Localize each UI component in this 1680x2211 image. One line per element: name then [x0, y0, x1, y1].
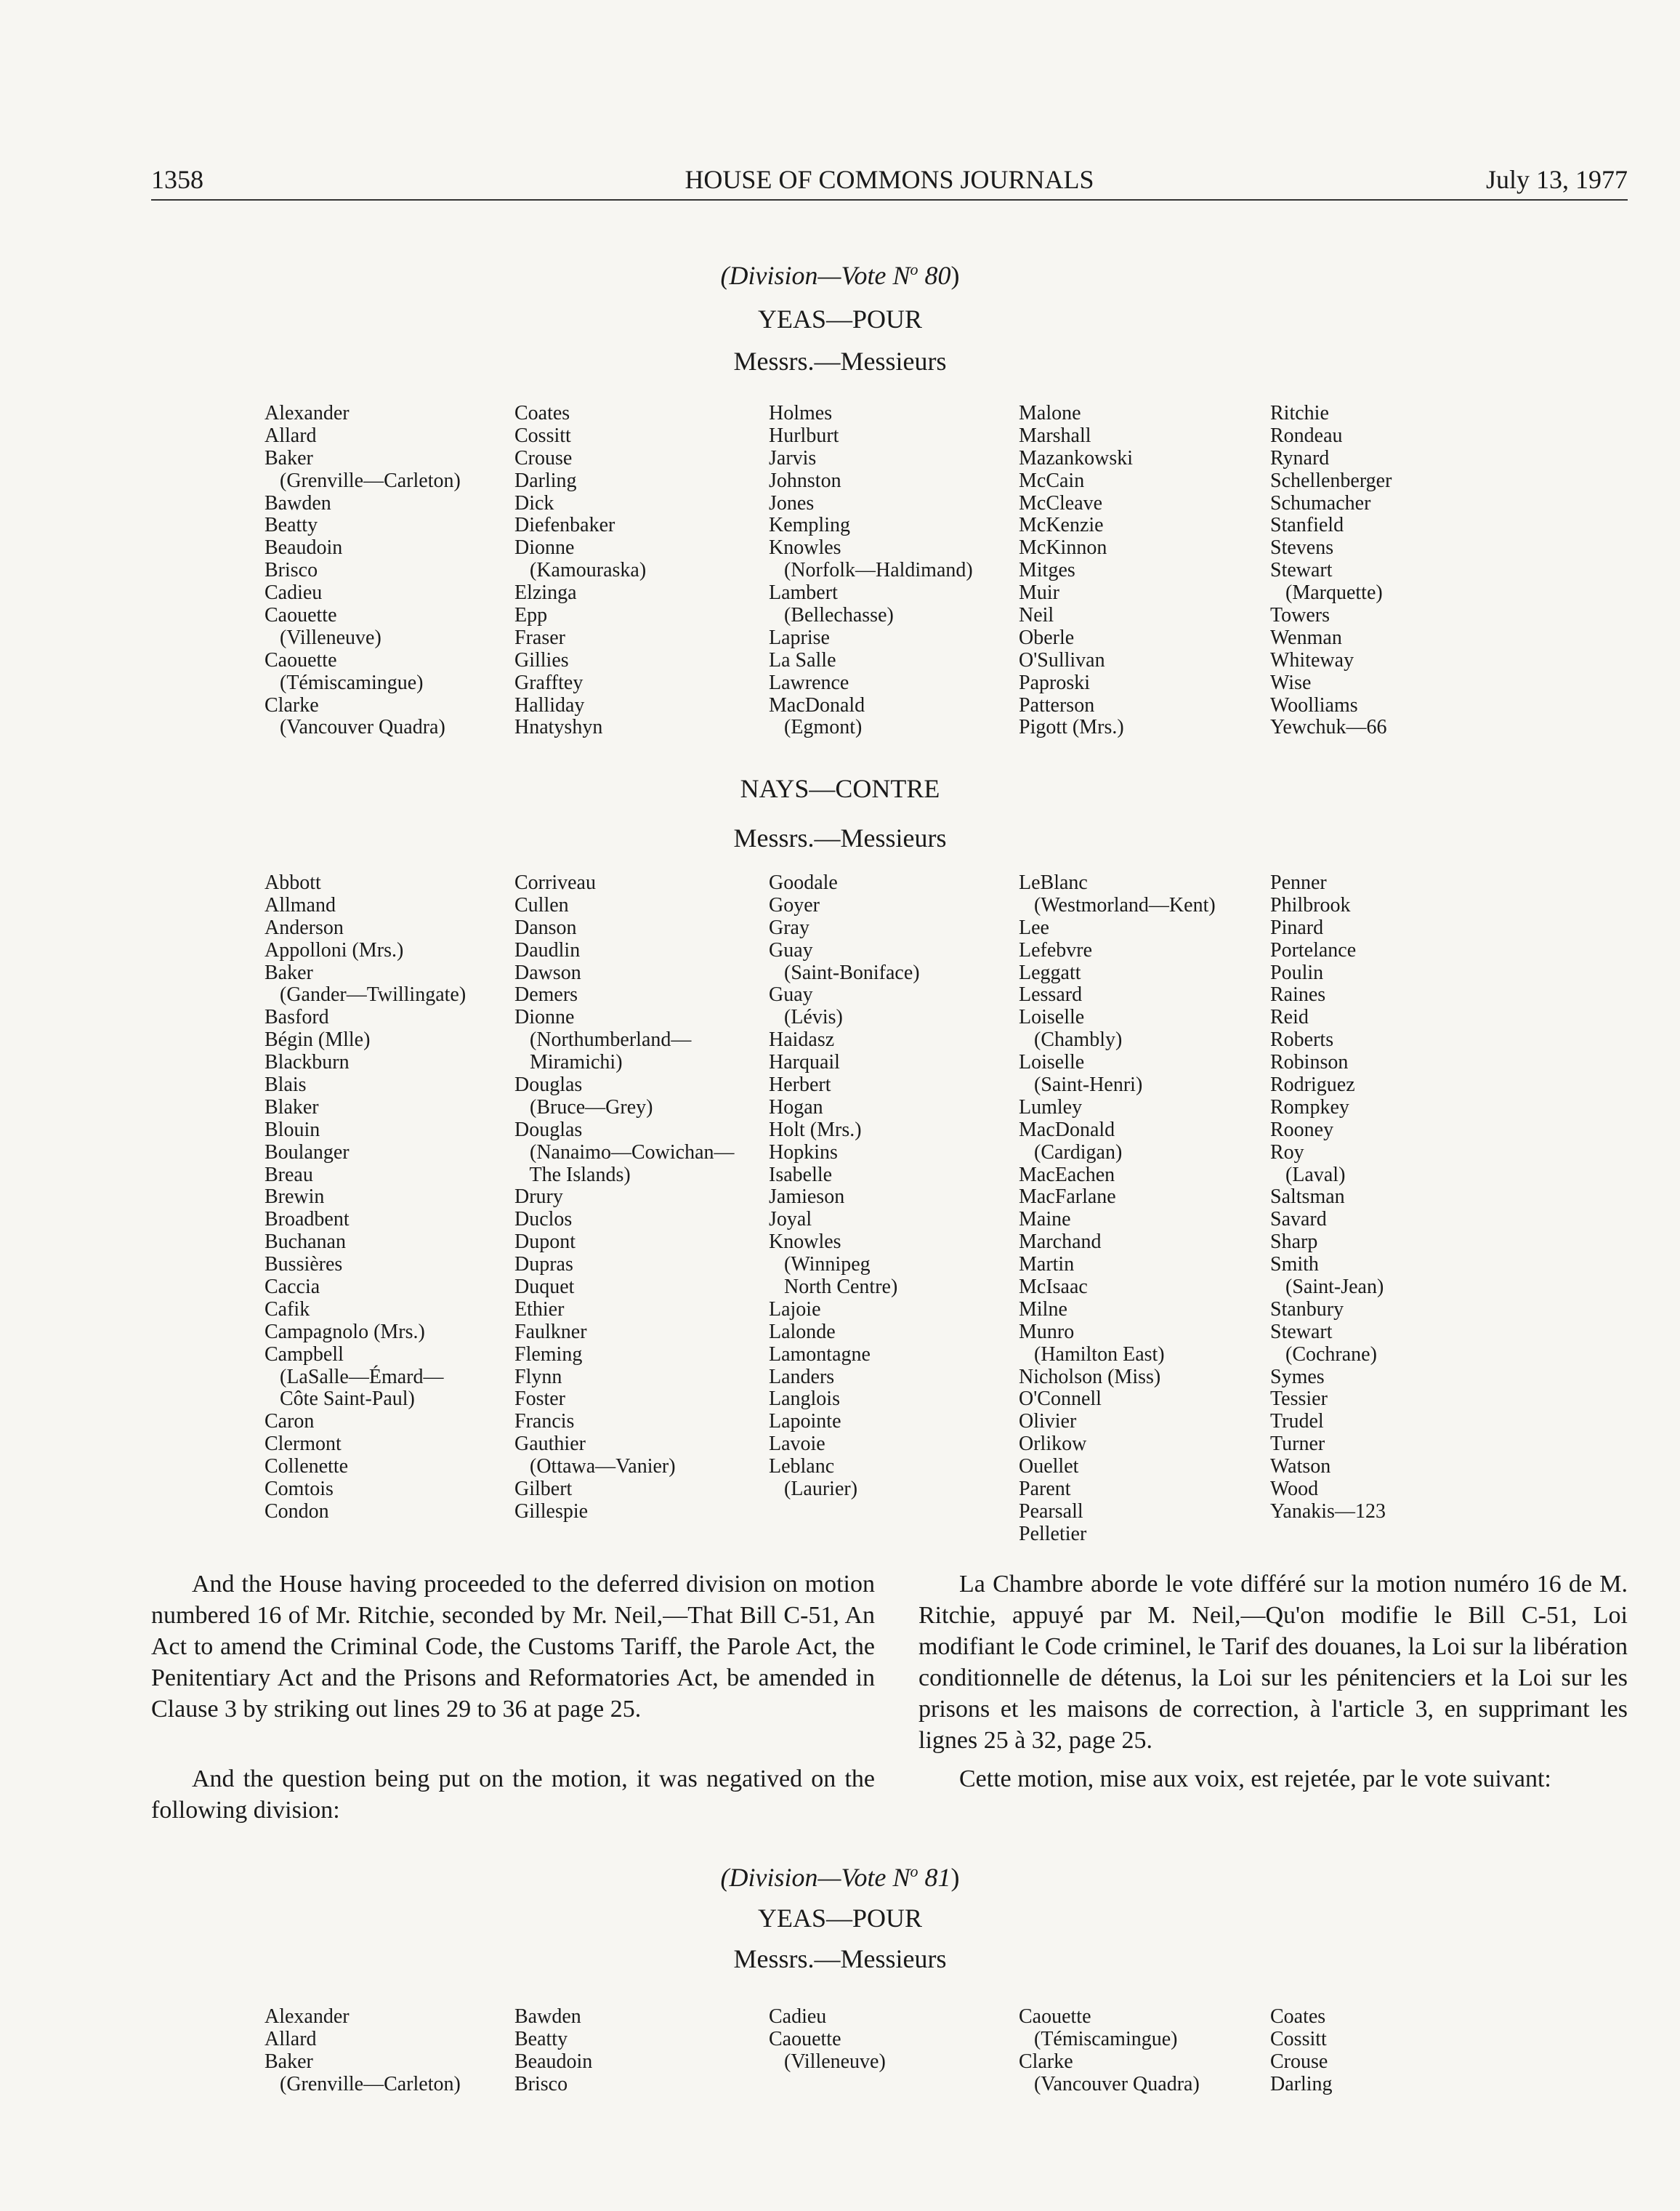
div80-yeas-col-3 — [769, 403, 973, 739]
member-name: Roberts — [1270, 1028, 1334, 1052]
member-name: (Laurier) — [769, 1478, 858, 1501]
member-name: Beaudoin — [264, 536, 343, 560]
member-name: Cadieu — [769, 2005, 827, 2028]
member-name: Francis — [514, 1410, 575, 1433]
member-name: Bawden — [514, 2005, 581, 2028]
division-80-yeas-heading: YEAS—POUR — [757, 305, 923, 334]
member-name: Crouse — [1270, 2050, 1328, 2073]
member-name: Cossitt — [1270, 2027, 1327, 2050]
member-name: Buchanan — [264, 1231, 346, 1254]
member-name: (Nanaimo—Cowichan— — [514, 1140, 735, 1164]
member-name: Loiselle — [1019, 1006, 1085, 1029]
member-name: Knowles — [769, 1231, 841, 1254]
member-name: Haidasz — [769, 1028, 835, 1052]
member-name: Dionne — [514, 1006, 575, 1029]
member-name: Landers — [769, 1365, 835, 1388]
member-name: Baker — [264, 446, 313, 470]
member-name: Lumley — [1019, 1095, 1083, 1119]
member-name: Gray — [769, 916, 809, 939]
member-name: Stevens — [1270, 536, 1334, 560]
div80-nays-col-1 — [264, 872, 466, 1523]
member-name: Stewart — [1270, 559, 1333, 582]
member-name: Bawden — [264, 491, 331, 515]
division-81-title: (Division—Vote $N^o$ 81) — [720, 1862, 960, 1892]
member-name: Mazankowski — [1019, 446, 1134, 470]
member-name: Coates — [1270, 2005, 1326, 2028]
member-name: (Egmont) — [769, 716, 863, 739]
member-name: Brisco — [264, 559, 318, 582]
member-name: Caouette — [264, 648, 337, 672]
member-name: Maine — [1019, 1208, 1071, 1231]
member-name: Bussières — [264, 1253, 343, 1276]
member-name: Allard — [264, 2027, 317, 2050]
member-name: Watson — [1270, 1455, 1331, 1478]
member-name: Knowles — [769, 536, 841, 560]
member-name: Pigott (Mrs.) — [1019, 716, 1124, 739]
member-name: (Vancouver Quadra) — [264, 716, 445, 739]
member-name: Caouette — [1019, 2005, 1091, 2028]
member-name: Dick — [514, 491, 554, 515]
member-name: Cafik — [264, 1297, 310, 1321]
member-name: (Témiscamingue) — [1019, 2027, 1178, 2050]
member-name: Ouellet — [1019, 1455, 1079, 1478]
member-name: Danson — [514, 916, 577, 939]
member-name: (Kamouraska) — [514, 559, 647, 582]
member-name: Marchand — [1019, 1231, 1102, 1254]
member-name: Condon — [264, 1499, 329, 1523]
member-name: The Islands) — [514, 1163, 631, 1186]
member-name: Corriveau — [514, 871, 596, 894]
member-name: Broadbent — [264, 1208, 350, 1231]
member-name: Blaker — [264, 1095, 319, 1119]
member-name: (Bruce—Grey) — [514, 1095, 653, 1119]
member-name: Savard — [1270, 1208, 1327, 1231]
member-name: Rompkey — [1270, 1095, 1349, 1119]
member-name: Trudel — [1270, 1410, 1324, 1433]
member-name: Neil — [1019, 604, 1054, 627]
member-name: Cossitt — [514, 424, 571, 447]
member-name: Nicholson (Miss) — [1019, 1365, 1161, 1388]
member-name: Philbrook — [1270, 893, 1351, 917]
member-name: Douglas — [514, 1074, 583, 1097]
div80-yeas-col-2 — [514, 403, 646, 739]
member-name: Wise — [1270, 671, 1312, 694]
member-name: McKenzie — [1019, 514, 1104, 537]
member-name: Wood — [1270, 1478, 1319, 1501]
member-name: Darling — [1270, 2072, 1333, 2095]
member-name: Lessard — [1019, 983, 1083, 1007]
member-name: (Saint-Henri) — [1019, 1074, 1143, 1097]
member-name: Clermont — [264, 1433, 342, 1456]
member-name: Whiteway — [1270, 648, 1354, 672]
member-name: Portelance — [1270, 938, 1357, 962]
division-80-nays-heading: NAYS—CONTRE — [740, 774, 940, 803]
member-name: Saltsman — [1270, 1185, 1345, 1209]
member-name: Lambert — [769, 581, 838, 605]
member-name: Lavoie — [769, 1433, 825, 1456]
member-name: North Centre) — [769, 1276, 898, 1299]
member-name: (Gander—Twillingate) — [264, 983, 467, 1007]
member-name: Orlikow — [1019, 1433, 1087, 1456]
division-80-nays-messrs: Messrs.—Messieurs — [733, 823, 947, 853]
member-name: Goyer — [769, 893, 820, 917]
member-name: (Northumberland— — [514, 1028, 692, 1052]
member-name: Abbott — [264, 871, 321, 894]
member-name: Symes — [1270, 1365, 1325, 1388]
member-name: Dawson — [514, 961, 581, 984]
member-name: Holmes — [769, 402, 833, 424]
member-name: Parent — [1019, 1478, 1071, 1501]
member-name: Diefenbaker — [514, 514, 615, 537]
member-name: Gillespie — [514, 1499, 589, 1523]
paragraph-fr-motion: La Chambre aborde le vote différé sur la motion numéro 16 de M. Ritchie, appuyé par M. Neil,—Qu'on modifie le Bill C-51, Loi modifiant le Code criminel, le Tarif des douanes, la Loi sur la libération conditionnelle de détenus, la Loi sur les pénitenciers et la Loi sur les prisons et les maisons de correction, à l'article 3, en supprimant les lignes 25 à 32, page 25. — [918, 1571, 1628, 1754]
member-name: Woolliams — [1270, 693, 1358, 717]
member-name: Pearsall — [1019, 1499, 1083, 1523]
member-name: (Grenville—Carleton) — [264, 469, 461, 492]
member-name: Kempling — [769, 514, 850, 537]
member-name: Stanbury — [1270, 1297, 1344, 1321]
member-name: Anderson — [264, 916, 344, 939]
member-name: Foster — [514, 1388, 565, 1411]
member-name: Bégin (Mlle) — [264, 1028, 371, 1052]
member-name: Boulanger — [264, 1140, 350, 1164]
member-name: Baker — [264, 961, 313, 984]
member-name: Roy — [1270, 1140, 1304, 1164]
member-name: O'Connell — [1019, 1388, 1102, 1411]
division-81-yeas-messrs: Messrs.—Messieurs — [733, 1944, 947, 1973]
member-name: Gauthier — [514, 1433, 586, 1456]
member-name: Cadieu — [264, 581, 323, 605]
member-name: Cullen — [514, 893, 569, 917]
div80-nays-col-4 — [1019, 872, 1216, 1546]
member-name: Poulin — [1270, 961, 1324, 984]
member-name: Alexander — [264, 2005, 350, 2028]
member-name: Beatty — [514, 2027, 568, 2050]
page-date: July 13, 1977 — [1485, 165, 1628, 194]
member-name: Lee — [1019, 916, 1049, 939]
member-name: Duclos — [514, 1208, 573, 1231]
member-name: Demers — [514, 983, 578, 1007]
member-name: Beatty — [264, 514, 318, 537]
div81-yeas-col-5 — [1270, 2006, 1333, 2096]
member-name: Rooney — [1270, 1118, 1334, 1141]
div81-yeas-col-2 — [514, 2006, 592, 2096]
member-name: Fleming — [514, 1342, 583, 1366]
div81-yeas-col-4 — [1019, 2006, 1200, 2096]
member-name: Duquet — [514, 1276, 575, 1299]
member-name: Caouette — [264, 604, 337, 627]
member-name: Langlois — [769, 1388, 840, 1411]
member-name: Lajoie — [769, 1297, 821, 1321]
member-name: McKinnon — [1019, 536, 1107, 560]
member-name: Blackburn — [264, 1051, 350, 1074]
member-name: Grafftey — [514, 671, 583, 694]
div80-nays-col-2 — [514, 872, 735, 1523]
member-name: Dionne — [514, 536, 575, 560]
member-name: Comtois — [264, 1478, 334, 1501]
member-name: Faulkner — [514, 1320, 587, 1343]
member-name: Allmand — [264, 893, 336, 917]
member-name: Yanakis—123 — [1270, 1499, 1386, 1523]
member-name: Herbert — [769, 1074, 831, 1097]
member-name: Patterson — [1019, 693, 1095, 717]
member-name: Robinson — [1270, 1051, 1349, 1074]
member-name: MacDonald — [1019, 1118, 1115, 1141]
member-name: Campbell — [264, 1342, 344, 1366]
member-name: Munro — [1019, 1320, 1075, 1343]
member-name: Côte Saint-Paul) — [264, 1388, 415, 1411]
member-name: Elzinga — [514, 581, 577, 605]
member-name: (Villeneuve) — [264, 626, 381, 649]
div80-nays-col-3 — [769, 872, 920, 1501]
member-name: Marshall — [1019, 424, 1091, 447]
member-name: Pinard — [1270, 916, 1324, 939]
member-name: Crouse — [514, 446, 573, 470]
division-80-title: (Division—Vote $N^o$ 80) — [720, 260, 960, 290]
member-name: MacFarlane — [1019, 1185, 1116, 1209]
member-name: Lamontagne — [769, 1342, 871, 1366]
member-name: Clarke — [264, 693, 319, 717]
member-name: Reid — [1270, 1006, 1309, 1029]
member-name: Gilbert — [514, 1478, 573, 1501]
member-name: Schumacher — [1270, 491, 1371, 515]
member-name: Malone — [1019, 402, 1081, 424]
member-name: (Ottawa—Vanier) — [514, 1455, 676, 1478]
member-name: Smith — [1270, 1253, 1319, 1276]
member-name: Harquail — [769, 1051, 840, 1074]
member-name: Tessier — [1270, 1388, 1328, 1411]
paragraph-en-division: And the question being put on the motion, it was negatived on the following division: — [151, 1765, 875, 1824]
member-name: Drury — [514, 1185, 563, 1209]
member-name: Coates — [514, 402, 570, 424]
member-name: Penner — [1270, 871, 1327, 894]
member-name: Dupont — [514, 1231, 576, 1254]
member-name: Paproski — [1019, 671, 1090, 694]
member-name: Rynard — [1270, 446, 1330, 470]
paragraph-en-motion: And the House having proceeded to the deferred division on motion numbered 16 of Mr. Ritchie, seconded by Mr. Neil,—That Bill C-51, An Act to amend the Criminal Code, the Customs Tariff, the Parole Act, the Penitentiary Act and the Prisons and Reformatories Act, be amended in Clause 3 by striking out lines 29 to 36 at page 25. — [151, 1571, 875, 1723]
member-name: (Winnipeg — [769, 1253, 871, 1276]
member-name: Daudlin — [514, 938, 581, 962]
member-name: Martin — [1019, 1253, 1075, 1276]
page-number: 1358 — [151, 165, 203, 194]
member-name: Alexander — [264, 402, 350, 424]
member-name: (Bellechasse) — [769, 604, 894, 627]
member-name: Pelletier — [1019, 1522, 1087, 1545]
member-name: Collenette — [264, 1455, 349, 1478]
member-name: Lalonde — [769, 1320, 836, 1343]
member-name: Lefebvre — [1019, 938, 1093, 962]
member-name: Hopkins — [769, 1140, 838, 1164]
member-name: LeBlanc — [1019, 871, 1088, 894]
member-name: (Saint-Jean) — [1270, 1276, 1384, 1299]
member-name: Flynn — [514, 1365, 562, 1388]
member-name: Hogan — [769, 1095, 823, 1119]
member-name: Lawrence — [769, 671, 849, 694]
member-name: MacEachen — [1019, 1163, 1115, 1186]
division-81-yeas-heading: YEAS—POUR — [757, 1904, 923, 1933]
member-name: (Chambly) — [1019, 1028, 1123, 1052]
member-name: Leblanc — [769, 1455, 835, 1478]
paragraph-fr-division: Cette motion, mise aux voix, est rejetée, par le vote suivant: — [959, 1765, 1551, 1792]
member-name: Jamieson — [769, 1185, 845, 1209]
member-name: Wenman — [1270, 626, 1342, 649]
member-name: (Saint-Boniface) — [769, 961, 920, 984]
member-name: (Vancouver Quadra) — [1019, 2072, 1200, 2095]
member-name: Brisco — [514, 2072, 568, 2095]
member-name: (Lévis) — [769, 1006, 843, 1029]
div81-yeas-col-1 — [264, 2006, 461, 2096]
member-name: Blais — [264, 1074, 307, 1097]
member-name: Rondeau — [1270, 424, 1343, 447]
div80-yeas-col-1 — [264, 403, 461, 739]
div80-yeas-col-4 — [1019, 403, 1133, 739]
member-name: O'Sullivan — [1019, 648, 1105, 672]
member-name: Mitges — [1019, 559, 1075, 582]
member-name: Breau — [264, 1163, 313, 1186]
division-80-yeas-messrs: Messrs.—Messieurs — [733, 347, 947, 376]
member-name: (Laval) — [1270, 1163, 1346, 1186]
member-name: Stewart — [1270, 1320, 1333, 1343]
member-name: Clarke — [1019, 2050, 1073, 2073]
page-header — [151, 156, 1628, 201]
div80-yeas-col-5 — [1270, 403, 1392, 739]
member-name: MacDonald — [769, 693, 865, 717]
member-name: Caron — [264, 1410, 315, 1433]
member-name: Sharp — [1270, 1231, 1318, 1254]
member-name: Basford — [264, 1006, 329, 1029]
member-name: (Hamilton East) — [1019, 1342, 1165, 1366]
member-name: Caccia — [264, 1276, 320, 1299]
member-name: Gillies — [514, 648, 569, 672]
member-name: Guay — [769, 983, 813, 1007]
journal-title: HOUSE OF COMMONS JOURNALS — [684, 165, 1094, 194]
member-name: McIsaac — [1019, 1276, 1088, 1299]
member-name: Goodale — [769, 871, 838, 894]
member-name: Joyal — [769, 1208, 812, 1231]
member-name: Loiselle — [1019, 1051, 1085, 1074]
member-name: Darling — [514, 469, 577, 492]
member-name: Isabelle — [769, 1163, 833, 1186]
member-name: Blouin — [264, 1118, 320, 1141]
member-name: Raines — [1270, 983, 1326, 1007]
member-name: (Cochrane) — [1270, 1342, 1377, 1366]
member-name: Stanfield — [1270, 514, 1344, 537]
member-name: Brewin — [264, 1185, 325, 1209]
member-name: McCain — [1019, 469, 1085, 492]
member-name: (LaSalle—Émard— — [264, 1365, 444, 1388]
member-name: Holt (Mrs.) — [769, 1118, 862, 1141]
member-name: La Salle — [769, 648, 836, 672]
member-name: Jarvis — [769, 446, 817, 470]
member-name: Rodriguez — [1270, 1074, 1355, 1097]
member-name: (Cardigan) — [1019, 1140, 1123, 1164]
member-name: Halliday — [514, 693, 585, 717]
member-name: Fraser — [514, 626, 565, 649]
member-name: Schellenberger — [1270, 469, 1392, 492]
member-name: Caouette — [769, 2027, 841, 2050]
member-name: Towers — [1270, 604, 1330, 627]
member-name: (Villeneuve) — [769, 2050, 886, 2073]
member-name: Jones — [769, 491, 815, 515]
member-name: Appolloni (Mrs.) — [264, 938, 404, 962]
member-name: Oberle — [1019, 626, 1075, 649]
member-name: Epp — [514, 604, 548, 627]
member-name: (Témiscamingue) — [264, 671, 424, 694]
member-name: Ritchie — [1270, 402, 1329, 424]
member-name: Dupras — [514, 1253, 573, 1276]
member-name: McCleave — [1019, 491, 1103, 515]
member-name: Laprise — [769, 626, 830, 649]
member-name: (Grenville—Carleton) — [264, 2072, 461, 2095]
member-name: Allard — [264, 424, 317, 447]
member-name: Turner — [1270, 1433, 1325, 1456]
member-name: Guay — [769, 938, 813, 962]
member-name: Miramichi) — [514, 1051, 623, 1074]
member-name: Douglas — [514, 1118, 583, 1141]
member-name: (Marquette) — [1270, 581, 1383, 605]
member-name: (Westmorland—Kent) — [1019, 893, 1216, 917]
member-name: (Norfolk—Haldimand) — [769, 559, 973, 582]
member-name: Ethier — [514, 1297, 565, 1321]
member-name: Hurlburt — [769, 424, 839, 447]
member-name: Beaudoin — [514, 2050, 593, 2073]
member-name: Leggatt — [1019, 961, 1081, 984]
member-name: Yewchuk—66 — [1270, 716, 1387, 739]
member-name: Olivier — [1019, 1410, 1077, 1433]
div81-yeas-col-3 — [769, 2006, 886, 2074]
div80-nays-col-5 — [1270, 872, 1386, 1523]
member-name: Milne — [1019, 1297, 1067, 1321]
member-name: Hnatyshyn — [514, 716, 603, 739]
member-name: Campagnolo (Mrs.) — [264, 1320, 425, 1343]
member-name: Lapointe — [769, 1410, 841, 1433]
member-name: Muir — [1019, 581, 1059, 605]
member-name: Johnston — [769, 469, 841, 492]
member-name: Baker — [264, 2050, 313, 2073]
